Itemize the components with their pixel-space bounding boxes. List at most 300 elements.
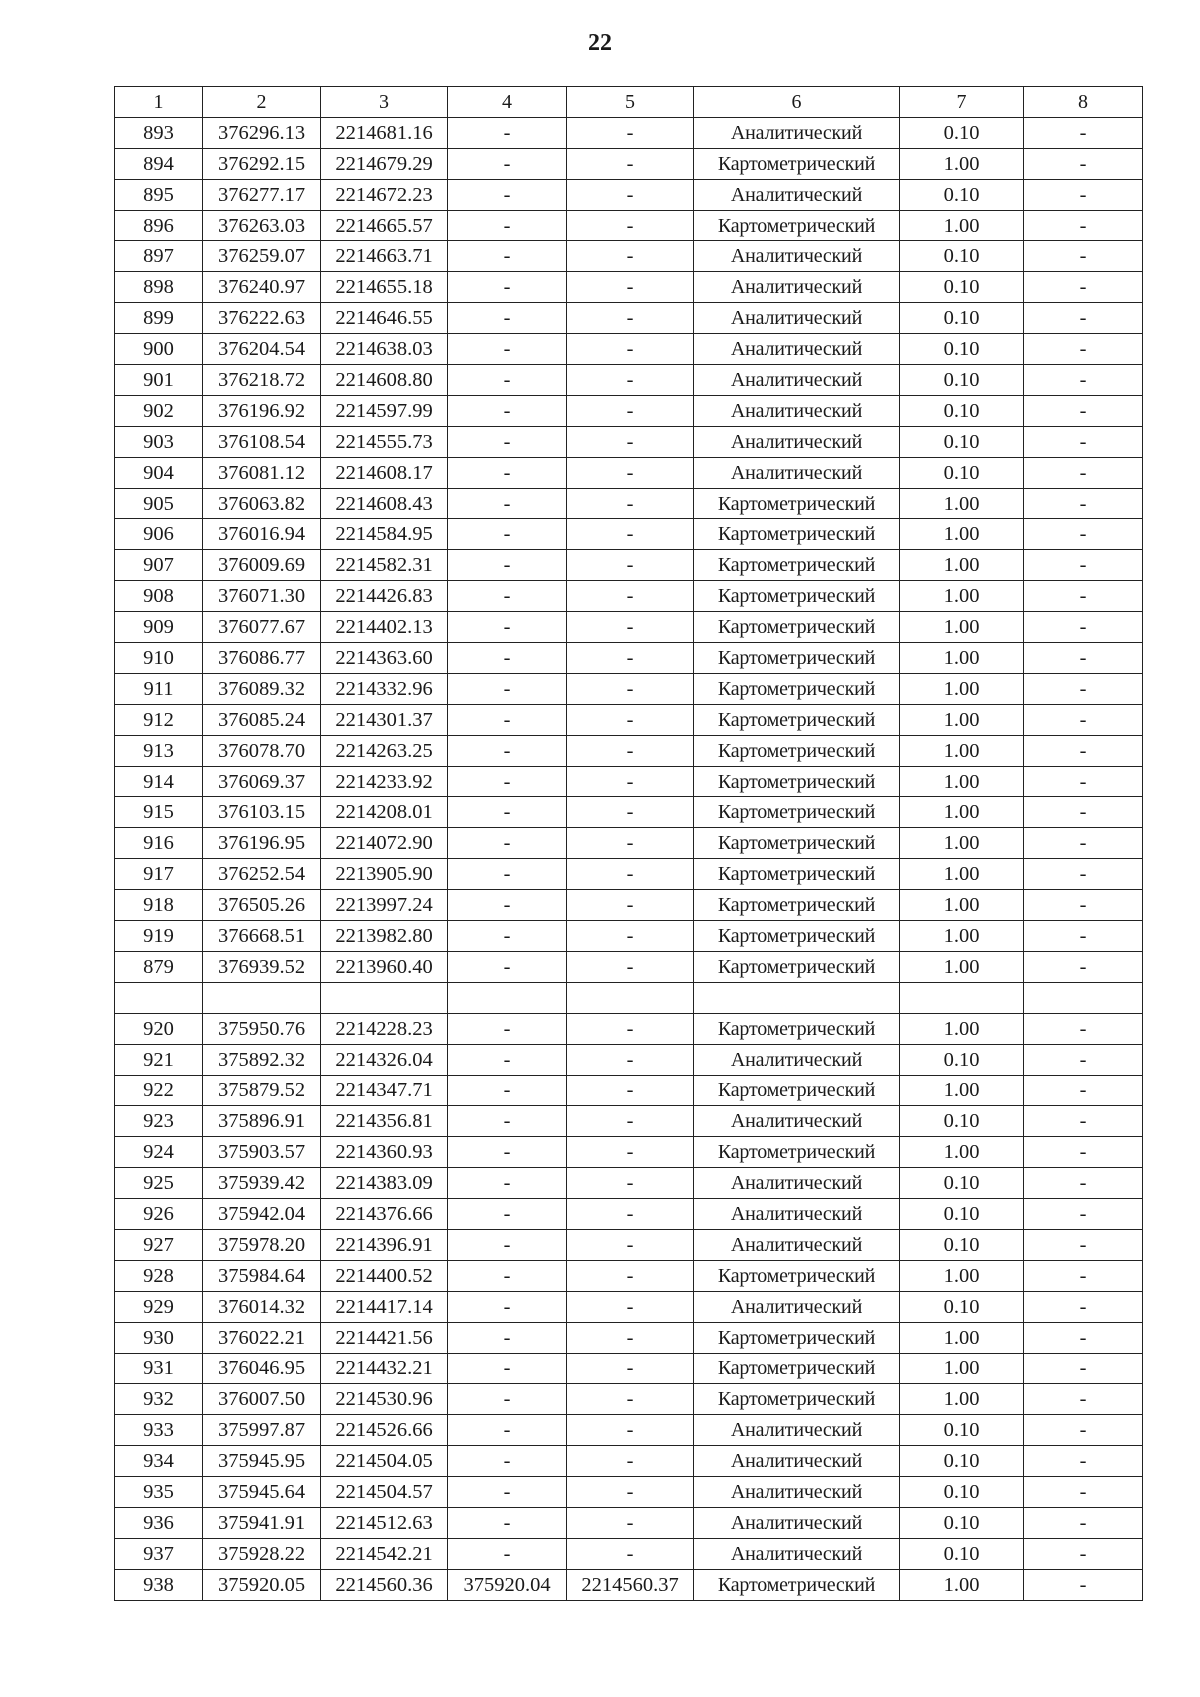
y-coordinate-cell: 2214072.90 bbox=[321, 828, 448, 859]
y-coordinate-cell: 2214560.36 bbox=[321, 1569, 448, 1600]
x-coordinate-cell: 375997.87 bbox=[203, 1415, 321, 1446]
x-old-cell: - bbox=[448, 303, 567, 334]
method-cell: Картометрический bbox=[694, 612, 900, 643]
y-old-cell: - bbox=[567, 1291, 694, 1322]
point-number-cell: 907 bbox=[115, 550, 203, 581]
y-old-cell: - bbox=[567, 179, 694, 210]
accuracy-cell: 1.00 bbox=[900, 1384, 1024, 1415]
column-header: 1 bbox=[115, 87, 203, 118]
y-coordinate-cell bbox=[321, 982, 448, 1013]
description-cell: - bbox=[1024, 365, 1143, 396]
table-row bbox=[115, 1168, 1143, 1199]
y-coordinate-cell: 2214396.91 bbox=[321, 1229, 448, 1260]
accuracy-cell: 0.10 bbox=[900, 365, 1024, 396]
table-row bbox=[115, 612, 1143, 643]
table-row bbox=[115, 1229, 1143, 1260]
y-coordinate-cell: 2214326.04 bbox=[321, 1044, 448, 1075]
accuracy-cell: 0.10 bbox=[900, 1044, 1024, 1075]
x-old-cell: - bbox=[448, 210, 567, 241]
x-coordinate-cell bbox=[203, 982, 321, 1013]
accuracy-cell: 1.00 bbox=[900, 488, 1024, 519]
point-number-cell bbox=[115, 982, 203, 1013]
x-coordinate-cell: 376085.24 bbox=[203, 704, 321, 735]
y-old-cell: - bbox=[567, 1477, 694, 1508]
accuracy-cell: 1.00 bbox=[900, 148, 1024, 179]
method-cell: Аналитический bbox=[694, 117, 900, 148]
y-old-cell: - bbox=[567, 426, 694, 457]
accuracy-cell: 0.10 bbox=[900, 1199, 1024, 1230]
accuracy-cell: 1.00 bbox=[900, 1569, 1024, 1600]
y-coordinate-cell: 2214376.66 bbox=[321, 1199, 448, 1230]
x-old-cell: - bbox=[448, 797, 567, 828]
point-number-cell: 927 bbox=[115, 1229, 203, 1260]
description-cell: - bbox=[1024, 890, 1143, 921]
y-old-cell: - bbox=[567, 334, 694, 365]
y-old-cell: - bbox=[567, 1538, 694, 1569]
y-coordinate-cell: 2214383.09 bbox=[321, 1168, 448, 1199]
y-old-cell: - bbox=[567, 1353, 694, 1384]
x-old-cell: - bbox=[448, 1106, 567, 1137]
x-old-cell: - bbox=[448, 1229, 567, 1260]
y-old-cell: - bbox=[567, 890, 694, 921]
y-coordinate-cell: 2214504.57 bbox=[321, 1477, 448, 1508]
x-old-cell: - bbox=[448, 1044, 567, 1075]
description-cell: - bbox=[1024, 1199, 1143, 1230]
method-cell: Картометрический bbox=[694, 1260, 900, 1291]
method-cell: Аналитический bbox=[694, 365, 900, 396]
x-old-cell: - bbox=[448, 365, 567, 396]
x-old-cell: - bbox=[448, 1384, 567, 1415]
x-coordinate-cell: 376939.52 bbox=[203, 951, 321, 982]
accuracy-cell: 1.00 bbox=[900, 673, 1024, 704]
x-coordinate-cell: 375978.20 bbox=[203, 1229, 321, 1260]
point-number-cell: 893 bbox=[115, 117, 203, 148]
x-coordinate-cell: 375945.95 bbox=[203, 1446, 321, 1477]
accuracy-cell: 0.10 bbox=[900, 303, 1024, 334]
method-cell: Аналитический bbox=[694, 1106, 900, 1137]
x-coordinate-cell: 376108.54 bbox=[203, 426, 321, 457]
method-cell: Аналитический bbox=[694, 1538, 900, 1569]
point-number-cell: 924 bbox=[115, 1137, 203, 1168]
column-header: 6 bbox=[694, 87, 900, 118]
y-old-cell: - bbox=[567, 1075, 694, 1106]
description-cell: - bbox=[1024, 951, 1143, 982]
method-cell: Аналитический bbox=[694, 395, 900, 426]
x-coordinate-cell: 376196.92 bbox=[203, 395, 321, 426]
y-old-cell: - bbox=[567, 612, 694, 643]
y-coordinate-cell: 2214363.60 bbox=[321, 643, 448, 674]
method-cell: Аналитический bbox=[694, 272, 900, 303]
x-coordinate-cell: 375942.04 bbox=[203, 1199, 321, 1230]
accuracy-cell: 1.00 bbox=[900, 643, 1024, 674]
point-number-cell: 910 bbox=[115, 643, 203, 674]
point-number-cell: 895 bbox=[115, 179, 203, 210]
x-old-cell: - bbox=[448, 859, 567, 890]
description-cell: - bbox=[1024, 1260, 1143, 1291]
y-coordinate-cell: 2214526.66 bbox=[321, 1415, 448, 1446]
accuracy-cell: 0.10 bbox=[900, 334, 1024, 365]
column-header: 5 bbox=[567, 87, 694, 118]
accuracy-cell: 0.10 bbox=[900, 457, 1024, 488]
x-old-cell: - bbox=[448, 951, 567, 982]
x-old-cell: - bbox=[448, 1199, 567, 1230]
y-coordinate-cell: 2214417.14 bbox=[321, 1291, 448, 1322]
x-coordinate-cell: 376069.37 bbox=[203, 766, 321, 797]
point-number-cell: 898 bbox=[115, 272, 203, 303]
point-number-cell: 912 bbox=[115, 704, 203, 735]
y-old-cell: - bbox=[567, 1013, 694, 1044]
accuracy-cell: 1.00 bbox=[900, 859, 1024, 890]
point-number-cell: 879 bbox=[115, 951, 203, 982]
y-old-cell: - bbox=[567, 148, 694, 179]
accuracy-cell: 1.00 bbox=[900, 1013, 1024, 1044]
x-old-cell: - bbox=[448, 1075, 567, 1106]
method-cell: Аналитический bbox=[694, 1199, 900, 1230]
y-old-cell: - bbox=[567, 1415, 694, 1446]
description-cell: - bbox=[1024, 1291, 1143, 1322]
y-coordinate-cell: 2214663.71 bbox=[321, 241, 448, 272]
method-cell: Картометрический bbox=[694, 1075, 900, 1106]
method-cell: Аналитический bbox=[694, 1507, 900, 1538]
table-row bbox=[115, 704, 1143, 735]
description-cell: - bbox=[1024, 241, 1143, 272]
method-cell: Картометрический bbox=[694, 643, 900, 674]
x-old-cell: - bbox=[448, 1507, 567, 1538]
accuracy-cell: 0.10 bbox=[900, 1291, 1024, 1322]
accuracy-cell: 1.00 bbox=[900, 581, 1024, 612]
table-row bbox=[115, 673, 1143, 704]
description-cell: - bbox=[1024, 828, 1143, 859]
y-old-cell: - bbox=[567, 828, 694, 859]
accuracy-cell: 0.10 bbox=[900, 1415, 1024, 1446]
description-cell: - bbox=[1024, 1477, 1143, 1508]
table-row bbox=[115, 1199, 1143, 1230]
accuracy-cell bbox=[900, 982, 1024, 1013]
table-row bbox=[115, 550, 1143, 581]
table-row bbox=[115, 210, 1143, 241]
description-cell: - bbox=[1024, 272, 1143, 303]
x-coordinate-cell: 375945.64 bbox=[203, 1477, 321, 1508]
x-coordinate-cell: 375941.91 bbox=[203, 1507, 321, 1538]
method-cell: Картометрический bbox=[694, 766, 900, 797]
table-row bbox=[115, 1291, 1143, 1322]
column-header: 2 bbox=[203, 87, 321, 118]
point-number-cell: 922 bbox=[115, 1075, 203, 1106]
x-coordinate-cell: 376046.95 bbox=[203, 1353, 321, 1384]
x-coordinate-cell: 376089.32 bbox=[203, 673, 321, 704]
x-old-cell: - bbox=[448, 148, 567, 179]
method-cell: Аналитический bbox=[694, 179, 900, 210]
y-coordinate-cell: 2214263.25 bbox=[321, 735, 448, 766]
column-header: 3 bbox=[321, 87, 448, 118]
x-coordinate-cell: 376086.77 bbox=[203, 643, 321, 674]
description-cell: - bbox=[1024, 179, 1143, 210]
y-old-cell: - bbox=[567, 766, 694, 797]
x-old-cell: - bbox=[448, 395, 567, 426]
x-coordinate-cell: 375984.64 bbox=[203, 1260, 321, 1291]
table-row bbox=[115, 519, 1143, 550]
method-cell: Аналитический bbox=[694, 334, 900, 365]
method-cell: Аналитический bbox=[694, 1229, 900, 1260]
y-coordinate-cell: 2214608.43 bbox=[321, 488, 448, 519]
x-coordinate-cell: 376078.70 bbox=[203, 735, 321, 766]
x-old-cell: - bbox=[448, 1013, 567, 1044]
method-cell: Картометрический bbox=[694, 519, 900, 550]
method-cell: Аналитический bbox=[694, 1168, 900, 1199]
x-coordinate-cell: 376196.95 bbox=[203, 828, 321, 859]
accuracy-cell: 1.00 bbox=[900, 1260, 1024, 1291]
y-old-cell: - bbox=[567, 673, 694, 704]
accuracy-cell: 1.00 bbox=[900, 1137, 1024, 1168]
x-old-cell: - bbox=[448, 1353, 567, 1384]
x-old-cell: - bbox=[448, 1538, 567, 1569]
point-number-cell: 897 bbox=[115, 241, 203, 272]
x-coordinate-cell: 376296.13 bbox=[203, 117, 321, 148]
point-number-cell: 901 bbox=[115, 365, 203, 396]
y-old-cell: - bbox=[567, 1446, 694, 1477]
point-number-cell: 923 bbox=[115, 1106, 203, 1137]
y-coordinate-cell: 2214360.93 bbox=[321, 1137, 448, 1168]
description-cell: - bbox=[1024, 1415, 1143, 1446]
method-cell: Картометрический bbox=[694, 859, 900, 890]
description-cell: - bbox=[1024, 643, 1143, 674]
method-cell: Картометрический bbox=[694, 828, 900, 859]
point-number-cell: 894 bbox=[115, 148, 203, 179]
x-coordinate-cell: 375920.05 bbox=[203, 1569, 321, 1600]
x-old-cell: - bbox=[448, 1291, 567, 1322]
table-row bbox=[115, 1446, 1143, 1477]
x-coordinate-cell: 376259.07 bbox=[203, 241, 321, 272]
x-coordinate-cell: 376022.21 bbox=[203, 1322, 321, 1353]
y-old-cell: - bbox=[567, 365, 694, 396]
coordinates-table bbox=[114, 86, 1143, 1601]
x-coordinate-cell: 376016.94 bbox=[203, 519, 321, 550]
y-coordinate-cell: 2214582.31 bbox=[321, 550, 448, 581]
table-row bbox=[115, 1384, 1143, 1415]
y-coordinate-cell: 2213960.40 bbox=[321, 951, 448, 982]
y-old-cell: - bbox=[567, 1384, 694, 1415]
point-number-cell: 937 bbox=[115, 1538, 203, 1569]
x-old-cell: - bbox=[448, 1322, 567, 1353]
description-cell: - bbox=[1024, 1168, 1143, 1199]
method-cell: Картометрический bbox=[694, 673, 900, 704]
method-cell: Картометрический bbox=[694, 148, 900, 179]
y-coordinate-cell: 2213982.80 bbox=[321, 921, 448, 952]
y-old-cell: - bbox=[567, 1260, 694, 1291]
description-cell: - bbox=[1024, 612, 1143, 643]
x-old-cell: - bbox=[448, 272, 567, 303]
accuracy-cell: 0.10 bbox=[900, 179, 1024, 210]
y-old-cell: - bbox=[567, 550, 694, 581]
y-old-cell: - bbox=[567, 951, 694, 982]
description-cell: - bbox=[1024, 148, 1143, 179]
accuracy-cell: 1.00 bbox=[900, 519, 1024, 550]
y-coordinate-cell: 2214426.83 bbox=[321, 581, 448, 612]
y-coordinate-cell: 2214638.03 bbox=[321, 334, 448, 365]
table-row bbox=[115, 766, 1143, 797]
description-cell: - bbox=[1024, 519, 1143, 550]
y-coordinate-cell: 2213905.90 bbox=[321, 859, 448, 890]
y-old-cell: - bbox=[567, 1137, 694, 1168]
method-cell: Картометрический bbox=[694, 581, 900, 612]
x-coordinate-cell: 376081.12 bbox=[203, 457, 321, 488]
y-coordinate-cell: 2214356.81 bbox=[321, 1106, 448, 1137]
y-coordinate-cell: 2214504.05 bbox=[321, 1446, 448, 1477]
x-coordinate-cell: 376007.50 bbox=[203, 1384, 321, 1415]
point-number-cell: 938 bbox=[115, 1569, 203, 1600]
y-old-cell: - bbox=[567, 1168, 694, 1199]
method-cell: Аналитический bbox=[694, 1044, 900, 1075]
method-cell: Картометрический bbox=[694, 797, 900, 828]
x-old-cell: - bbox=[448, 519, 567, 550]
x-old-cell: - bbox=[448, 1415, 567, 1446]
point-number-cell: 936 bbox=[115, 1507, 203, 1538]
y-coordinate-cell: 2214347.71 bbox=[321, 1075, 448, 1106]
accuracy-cell: 1.00 bbox=[900, 612, 1024, 643]
x-old-cell: - bbox=[448, 117, 567, 148]
y-coordinate-cell: 2214665.57 bbox=[321, 210, 448, 241]
table-row bbox=[115, 1415, 1143, 1446]
x-old-cell: - bbox=[448, 1168, 567, 1199]
accuracy-cell: 0.10 bbox=[900, 1538, 1024, 1569]
point-number-cell: 906 bbox=[115, 519, 203, 550]
description-cell: - bbox=[1024, 1569, 1143, 1600]
y-old-cell: - bbox=[567, 272, 694, 303]
description-cell: - bbox=[1024, 1538, 1143, 1569]
table-row bbox=[115, 365, 1143, 396]
table-row bbox=[115, 395, 1143, 426]
x-old-cell bbox=[448, 982, 567, 1013]
column-header: 8 bbox=[1024, 87, 1143, 118]
x-old-cell: - bbox=[448, 735, 567, 766]
accuracy-cell: 1.00 bbox=[900, 828, 1024, 859]
description-cell: - bbox=[1024, 1044, 1143, 1075]
description-cell bbox=[1024, 982, 1143, 1013]
table-row bbox=[115, 1013, 1143, 1044]
x-coordinate-cell: 376103.15 bbox=[203, 797, 321, 828]
y-coordinate-cell: 2214402.13 bbox=[321, 612, 448, 643]
y-old-cell: - bbox=[567, 1322, 694, 1353]
description-cell: - bbox=[1024, 704, 1143, 735]
description-cell: - bbox=[1024, 303, 1143, 334]
point-number-cell: 935 bbox=[115, 1477, 203, 1508]
y-coordinate-cell: 2214432.21 bbox=[321, 1353, 448, 1384]
x-old-cell: - bbox=[448, 179, 567, 210]
y-coordinate-cell: 2214679.29 bbox=[321, 148, 448, 179]
y-coordinate-cell: 2214301.37 bbox=[321, 704, 448, 735]
description-cell: - bbox=[1024, 1353, 1143, 1384]
table-row bbox=[115, 1322, 1143, 1353]
method-cell: Аналитический bbox=[694, 426, 900, 457]
y-coordinate-cell: 2214681.16 bbox=[321, 117, 448, 148]
y-coordinate-cell: 2214400.52 bbox=[321, 1260, 448, 1291]
x-coordinate-cell: 376014.32 bbox=[203, 1291, 321, 1322]
x-old-cell: - bbox=[448, 457, 567, 488]
x-old-cell: - bbox=[448, 643, 567, 674]
y-coordinate-cell: 2213997.24 bbox=[321, 890, 448, 921]
x-coordinate-cell: 375896.91 bbox=[203, 1106, 321, 1137]
point-number-cell: 931 bbox=[115, 1353, 203, 1384]
method-cell: Картометрический bbox=[694, 488, 900, 519]
y-coordinate-cell: 2214421.56 bbox=[321, 1322, 448, 1353]
method-cell: Аналитический bbox=[694, 1291, 900, 1322]
accuracy-cell: 0.10 bbox=[900, 1229, 1024, 1260]
table-row bbox=[115, 1538, 1143, 1569]
accuracy-cell: 1.00 bbox=[900, 951, 1024, 982]
table-row bbox=[115, 1507, 1143, 1538]
x-coordinate-cell: 375892.32 bbox=[203, 1044, 321, 1075]
description-cell: - bbox=[1024, 921, 1143, 952]
accuracy-cell: 1.00 bbox=[900, 735, 1024, 766]
y-old-cell: - bbox=[567, 643, 694, 674]
table-row bbox=[115, 148, 1143, 179]
y-old-cell: - bbox=[567, 395, 694, 426]
point-number-cell: 932 bbox=[115, 1384, 203, 1415]
x-old-cell: - bbox=[448, 581, 567, 612]
y-old-cell bbox=[567, 982, 694, 1013]
accuracy-cell: 0.10 bbox=[900, 1507, 1024, 1538]
point-number-cell: 919 bbox=[115, 921, 203, 952]
table-row bbox=[115, 241, 1143, 272]
accuracy-cell: 0.10 bbox=[900, 117, 1024, 148]
x-old-cell: - bbox=[448, 766, 567, 797]
point-number-cell: 909 bbox=[115, 612, 203, 643]
y-coordinate-cell: 2214646.55 bbox=[321, 303, 448, 334]
description-cell: - bbox=[1024, 859, 1143, 890]
y-coordinate-cell: 2214608.17 bbox=[321, 457, 448, 488]
point-number-cell: 916 bbox=[115, 828, 203, 859]
method-cell: Аналитический bbox=[694, 1415, 900, 1446]
x-old-cell: - bbox=[448, 1446, 567, 1477]
table-row bbox=[115, 1044, 1143, 1075]
point-number-cell: 900 bbox=[115, 334, 203, 365]
description-cell: - bbox=[1024, 550, 1143, 581]
table-row bbox=[115, 828, 1143, 859]
y-coordinate-cell: 2214530.96 bbox=[321, 1384, 448, 1415]
x-old-cell: - bbox=[448, 426, 567, 457]
description-cell: - bbox=[1024, 457, 1143, 488]
x-coordinate-cell: 376071.30 bbox=[203, 581, 321, 612]
y-coordinate-cell: 2214228.23 bbox=[321, 1013, 448, 1044]
description-cell: - bbox=[1024, 797, 1143, 828]
table-row bbox=[115, 457, 1143, 488]
accuracy-cell: 1.00 bbox=[900, 1322, 1024, 1353]
accuracy-cell: 0.10 bbox=[900, 272, 1024, 303]
method-cell: Аналитический bbox=[694, 1446, 900, 1477]
x-old-cell: - bbox=[448, 890, 567, 921]
method-cell: Картометрический bbox=[694, 1322, 900, 1353]
description-cell: - bbox=[1024, 673, 1143, 704]
y-old-cell: - bbox=[567, 797, 694, 828]
column-header: 4 bbox=[448, 87, 567, 118]
table-row bbox=[115, 1477, 1143, 1508]
description-cell: - bbox=[1024, 1229, 1143, 1260]
method-cell: Картометрический bbox=[694, 1137, 900, 1168]
table-row bbox=[115, 1569, 1143, 1600]
method-cell: Картометрический bbox=[694, 1384, 900, 1415]
x-old-cell: - bbox=[448, 334, 567, 365]
accuracy-cell: 1.00 bbox=[900, 210, 1024, 241]
method-cell: Аналитический bbox=[694, 457, 900, 488]
table-row bbox=[115, 117, 1143, 148]
method-cell: Аналитический bbox=[694, 303, 900, 334]
y-coordinate-cell: 2214597.99 bbox=[321, 395, 448, 426]
point-number-cell: 911 bbox=[115, 673, 203, 704]
x-coordinate-cell: 375903.57 bbox=[203, 1137, 321, 1168]
x-coordinate-cell: 376252.54 bbox=[203, 859, 321, 890]
point-number-cell: 928 bbox=[115, 1260, 203, 1291]
y-coordinate-cell: 2214233.92 bbox=[321, 766, 448, 797]
